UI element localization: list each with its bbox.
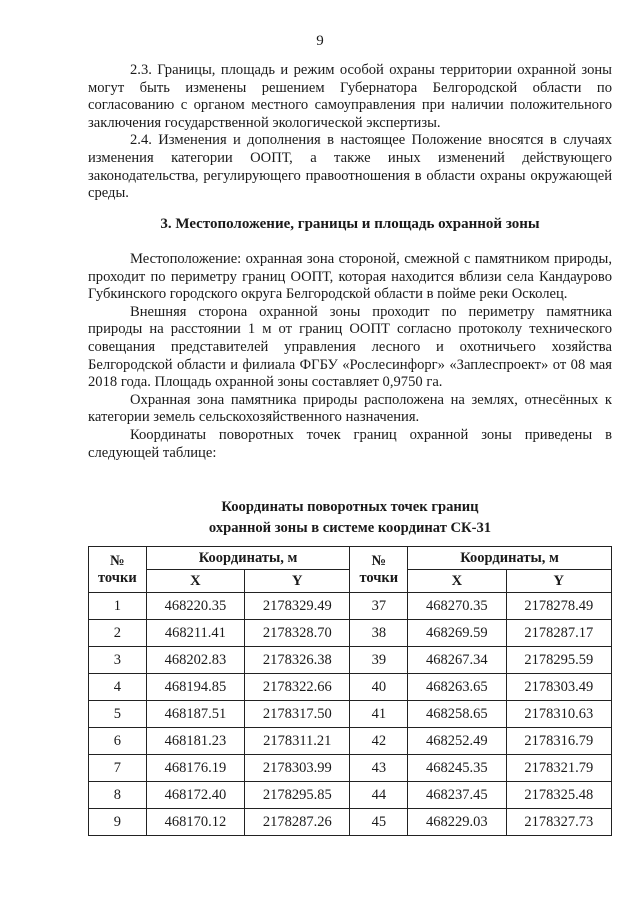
cell-x-right: 468245.35 xyxy=(408,755,506,782)
cell-x-left: 468202.83 xyxy=(146,647,244,674)
table-title xyxy=(88,497,612,539)
cell-y-right: 2178287.17 xyxy=(506,620,611,647)
table-row xyxy=(89,674,612,701)
cell-y-right: 2178303.49 xyxy=(506,674,611,701)
header-y-right: Y xyxy=(506,570,611,593)
table-row xyxy=(89,701,612,728)
cell-y-right: 2178278.49 xyxy=(506,593,611,620)
cell-y-right: 2178295.59 xyxy=(506,647,611,674)
table-title-line-1: Координаты поворотных точек границ xyxy=(221,499,479,515)
cell-x-right: 468270.35 xyxy=(408,593,506,620)
cell-point-right: 37 xyxy=(350,593,408,620)
cell-y-left: 2178329.49 xyxy=(245,593,350,620)
table-row xyxy=(89,728,612,755)
cell-x-left: 468194.85 xyxy=(146,674,244,701)
cell-y-right: 2178321.79 xyxy=(506,755,611,782)
table-row xyxy=(89,782,612,809)
table-row xyxy=(89,647,612,674)
cell-point-right: 40 xyxy=(350,674,408,701)
cell-point-left: 3 xyxy=(89,647,147,674)
cell-x-left: 468176.19 xyxy=(146,755,244,782)
paragraph-outer-boundary: Внешняя сторона охранной зоны проходит по периметру памятника природы на расстоянии 1 м от границ ООПТ согласно протоколу технического совещания представителей управления лесного и охотничьего хозяйства Белгородской области и филиала ФГБУ «Рослесинфорг» «Заплеспроект» от 08 мая 2018 года. Площадь охранной зоны составляет 0,9750 га. xyxy=(88,303,612,391)
paragraph-2-4: 2.4. Изменения и дополнения в настоящее Положение вносятся в случаях изменения категории ООПТ, а также иных изменений действующего законодательства, регулирующего правоотношения в области охраны окружающей среды. xyxy=(88,132,612,202)
cell-point-left: 6 xyxy=(89,728,147,755)
cell-y-left: 2178287.26 xyxy=(245,809,350,836)
paragraph-2-3: 2.3. Границы, площадь и режим особой охраны территории охранной зоны могут быть изменены решением Губернатора Белгородской области по согласованию с органом местного самоуправления при наличии положительного заключения государственной экологической экспертизы. xyxy=(88,62,612,131)
header-coords-left: Координаты, м xyxy=(146,547,350,570)
cell-point-left: 5 xyxy=(89,701,147,728)
cell-y-left: 2178295.85 xyxy=(245,782,350,809)
cell-x-right: 468269.59 xyxy=(408,620,506,647)
cell-x-right: 468252.49 xyxy=(408,728,506,755)
top-paragraphs xyxy=(88,62,612,203)
cell-point-right: 45 xyxy=(350,809,408,836)
cell-y-left: 2178328.70 xyxy=(245,620,350,647)
cell-point-right: 38 xyxy=(350,620,408,647)
table-title-line-2: охранной зоны в системе координат СК-31 xyxy=(208,520,492,536)
cell-x-right: 468237.45 xyxy=(408,782,506,809)
cell-point-right: 44 xyxy=(350,782,408,809)
section-heading: 3. Местоположение, границы и площадь охранной зоны xyxy=(160,216,540,232)
cell-y-right: 2178325.48 xyxy=(506,782,611,809)
cell-y-left: 2178326.38 xyxy=(245,647,350,674)
cell-x-left: 468211.41 xyxy=(146,620,244,647)
cell-point-left: 2 xyxy=(89,620,147,647)
cell-point-left: 4 xyxy=(89,674,147,701)
cell-y-right: 2178327.73 xyxy=(506,809,611,836)
paragraph-coordinates-intro: Координаты поворотных точек границ охранной зоны приведены в следующей таблице: xyxy=(88,426,612,461)
table-row xyxy=(89,755,612,782)
cell-point-left: 9 xyxy=(89,809,147,836)
cell-y-right: 2178310.63 xyxy=(506,701,611,728)
header-y-left: Y xyxy=(245,570,350,593)
header-point-no-right: № точки xyxy=(350,547,408,593)
cell-x-left: 468187.51 xyxy=(146,701,244,728)
cell-y-left: 2178303.99 xyxy=(245,755,350,782)
header-point-no-left: № точки xyxy=(89,547,147,593)
cell-x-left: 468172.40 xyxy=(146,782,244,809)
cell-x-left: 468181.23 xyxy=(146,728,244,755)
header-x-right: X xyxy=(408,570,506,593)
cell-point-left: 1 xyxy=(89,593,147,620)
cell-y-right: 2178316.79 xyxy=(506,728,611,755)
cell-y-left: 2178317.50 xyxy=(245,701,350,728)
cell-x-left: 468170.12 xyxy=(146,809,244,836)
table-row xyxy=(89,593,612,620)
cell-x-right: 468229.03 xyxy=(408,809,506,836)
paragraph-land-category: Охранная зона памятника природы расположена на землях, отнесённых к категории земель сельскохозяйственного назначения. xyxy=(88,391,612,426)
cell-point-right: 41 xyxy=(350,701,408,728)
cell-point-right: 43 xyxy=(350,755,408,782)
header-x-left: X xyxy=(146,570,244,593)
section-paragraphs xyxy=(88,251,612,462)
cell-x-right: 468267.34 xyxy=(408,647,506,674)
cell-x-right: 468258.65 xyxy=(408,701,506,728)
cell-x-left: 468220.35 xyxy=(146,593,244,620)
table-row xyxy=(89,620,612,647)
cell-y-left: 2178311.21 xyxy=(245,728,350,755)
table-row xyxy=(89,809,612,836)
coordinates-table xyxy=(88,546,612,836)
cell-y-left: 2178322.66 xyxy=(245,674,350,701)
cell-point-right: 42 xyxy=(350,728,408,755)
page-number: 9 xyxy=(316,33,324,49)
header-coords-right: Координаты, м xyxy=(408,547,612,570)
paragraph-location: Местоположение: охранная зона стороной, смежной с памятником природы, проходит по периметру границ ООПТ, которая находится вблизи села Кандаурово Губкинского городского округа Белгородской области в пойме реки Осколец. xyxy=(88,251,612,303)
cell-x-right: 468263.65 xyxy=(408,674,506,701)
cell-point-right: 39 xyxy=(350,647,408,674)
cell-point-left: 7 xyxy=(89,755,147,782)
cell-point-left: 8 xyxy=(89,782,147,809)
